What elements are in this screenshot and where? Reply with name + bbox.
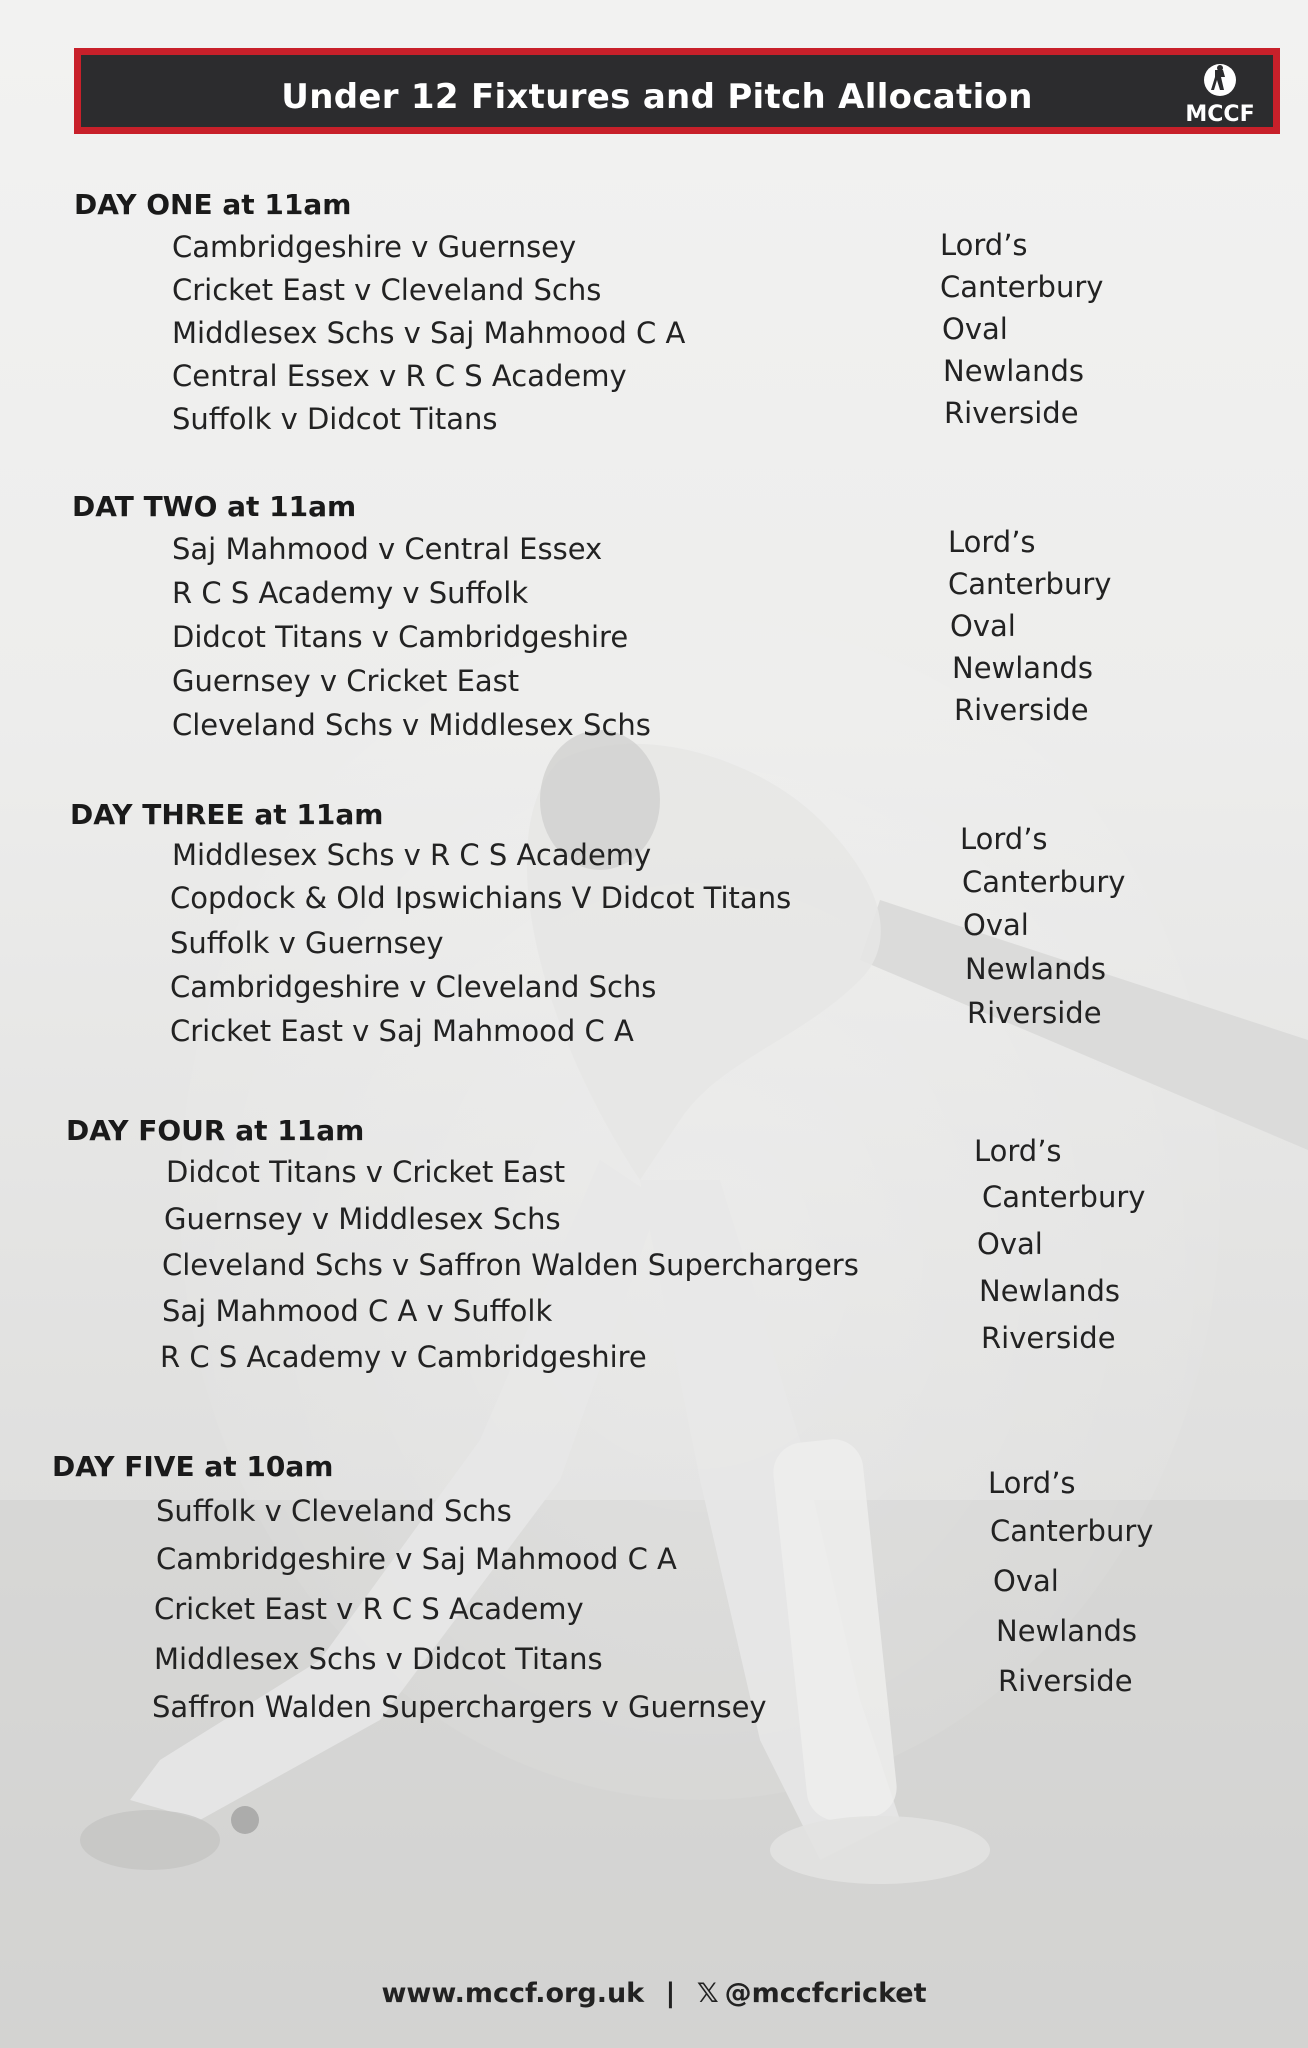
mccf-logo	[1175, 61, 1265, 127]
footer-separator: |	[665, 1978, 676, 2009]
fixture-item: Cleveland Schs v Saffron Walden Superchargers	[162, 1248, 859, 1282]
page-title: Under 12 Fixtures and Pitch Allocation	[281, 77, 1033, 117]
pitch-name: Newlands	[979, 1274, 1120, 1308]
pitch-name: Oval	[963, 908, 1029, 942]
pitch-name: Riverside	[944, 396, 1079, 430]
fixture-item: Suffolk v Didcot Titans	[172, 402, 498, 436]
fixture-item: Cricket East v Cleveland Schs	[172, 273, 602, 307]
footer	[0, 1978, 1308, 2009]
day-two-heading: DAT TWO at 11am	[72, 490, 357, 523]
fixture-item: Suffolk v Cleveland Schs	[156, 1494, 512, 1528]
pitch-name: Lord’s	[988, 1466, 1076, 1500]
pitch-name: Lord’s	[960, 822, 1048, 856]
cricketer-logo-icon	[1203, 63, 1237, 97]
website-link[interactable]: www.mccf.org.uk	[381, 1978, 645, 2009]
pitch-name: Newlands	[965, 952, 1106, 986]
pitch-name: Canterbury	[982, 1180, 1146, 1214]
fixture-item: Saj Mahmood v Central Essex	[172, 532, 603, 566]
fixture-item: R C S Academy v Cambridgeshire	[160, 1340, 647, 1374]
fixture-item: Guernsey v Middlesex Schs	[164, 1202, 561, 1236]
day-five-heading: DAY FIVE at 10am	[52, 1450, 334, 1483]
pitch-name: Newlands	[996, 1614, 1137, 1648]
fixture-item: Cricket East v R C S Academy	[154, 1592, 584, 1626]
pitch-name: Oval	[950, 609, 1016, 643]
pitch-name: Newlands	[943, 354, 1084, 388]
pitch-name: Lord’s	[974, 1134, 1062, 1168]
day-four-heading: DAY FOUR at 11am	[66, 1114, 365, 1147]
fixture-item: Copdock & Old Ipswichians V Didcot Titans	[170, 881, 792, 915]
pitch-name: Lord’s	[948, 525, 1036, 559]
fixture-item: Guernsey v Cricket East	[172, 664, 520, 698]
fixture-item: Middlesex Schs v R C S Academy	[172, 838, 652, 872]
fixture-item: Cambridgeshire v Guernsey	[172, 230, 577, 264]
pitch-name: Riverside	[998, 1664, 1133, 1698]
fixture-item: Cricket East v Saj Mahmood C A	[170, 1014, 634, 1048]
pitch-name: Lord’s	[940, 228, 1028, 262]
fixture-item: Saffron Walden Superchargers v Guernsey	[152, 1690, 767, 1724]
fixture-item: Cambridgeshire v Cleveland Schs	[170, 970, 657, 1004]
fixture-item: Didcot Titans v Cambridgeshire	[172, 620, 629, 654]
pitch-name: Newlands	[952, 651, 1093, 685]
fixture-item: Didcot Titans v Cricket East	[166, 1155, 566, 1189]
pitch-name: Canterbury	[962, 865, 1126, 899]
pitch-name: Canterbury	[940, 270, 1104, 304]
fixture-item: Cambridgeshire v Saj Mahmood C A	[156, 1542, 677, 1576]
title-banner	[74, 48, 1280, 134]
fixture-item: Middlesex Schs v Saj Mahmood C A	[172, 316, 686, 350]
social-handle[interactable]: @mccfcricket	[724, 1978, 927, 2009]
x-social-icon: 𝕏	[696, 1978, 719, 2009]
pitch-name: Canterbury	[948, 567, 1112, 601]
fixture-item: Cleveland Schs v Middlesex Schs	[172, 708, 651, 742]
fixture-item: Saj Mahmood C A v Suffolk	[162, 1294, 553, 1328]
pitch-name: Canterbury	[990, 1514, 1154, 1548]
pitch-name: Riverside	[981, 1321, 1116, 1355]
day-one-heading: DAY ONE at 11am	[74, 188, 352, 221]
pitch-name: Oval	[942, 312, 1008, 346]
fixture-item: Central Essex v R C S Academy	[172, 359, 627, 393]
pitch-name: Oval	[993, 1564, 1059, 1598]
pitch-name: Oval	[977, 1227, 1043, 1261]
pitch-name: Riverside	[967, 996, 1102, 1030]
logo-wordmark: MCCF	[1185, 102, 1255, 127]
fixture-item: Suffolk v Guernsey	[170, 926, 444, 960]
day-three-heading: DAY THREE at 11am	[70, 798, 384, 831]
pitch-name: Riverside	[954, 693, 1089, 727]
fixture-item: R C S Academy v Suffolk	[172, 576, 529, 610]
fixture-item: Middlesex Schs v Didcot Titans	[154, 1642, 603, 1676]
